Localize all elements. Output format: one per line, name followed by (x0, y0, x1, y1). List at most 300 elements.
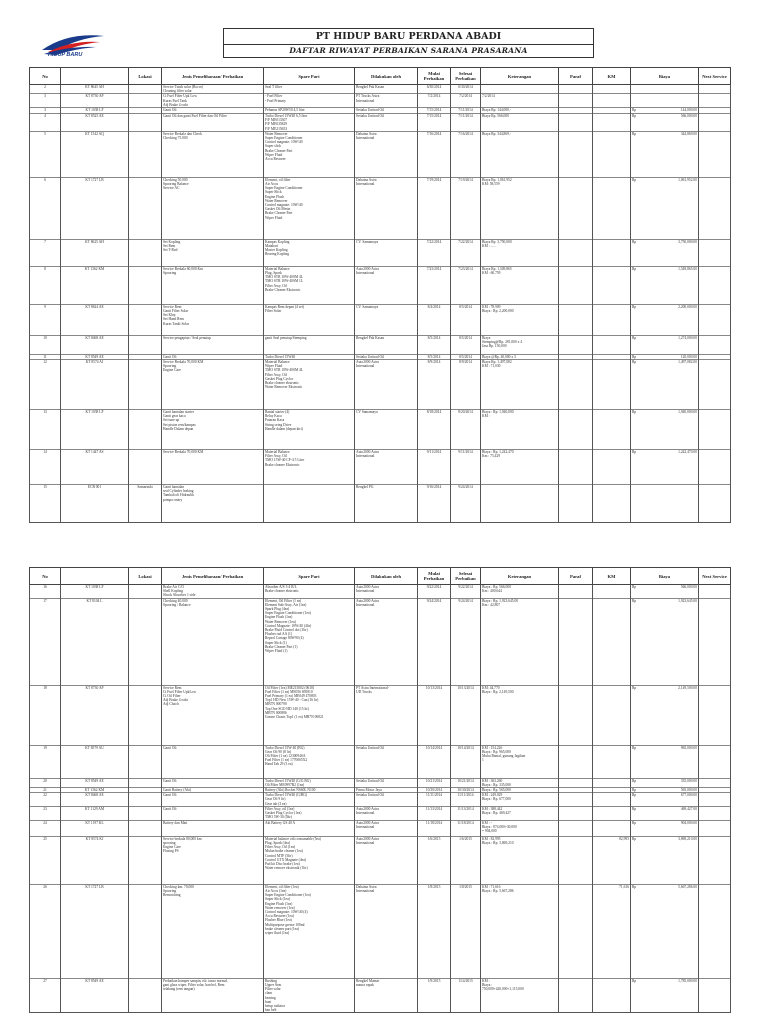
cell-biaya (631, 598, 699, 685)
cell-ket: Biaya Rp. 344,869,- (481, 131, 559, 177)
table-row (30, 836, 731, 884)
cell-paraf (559, 335, 593, 354)
cell-oleh: Dahaina Astra International (355, 131, 418, 177)
currency-label: Rp (632, 354, 637, 359)
cell-oleh: Auto2000 Astra International (355, 360, 418, 410)
cell-lokasi (129, 304, 162, 335)
cell-unit: KT 1447 AS (61, 450, 129, 485)
cell-unit: KT 1362 KM (61, 266, 129, 304)
cost-amount: 469,427.00 (680, 806, 697, 811)
cell-oleh: CV Samamaya (355, 410, 418, 450)
table-row (30, 410, 731, 450)
table-row (30, 820, 731, 836)
cell-unit: KT 8549 AE (61, 354, 129, 359)
cell-mulai: 7/2/2014 (418, 94, 451, 108)
cell-selesai: 10/30/2014 (451, 788, 481, 793)
currency-label: Rp (632, 978, 637, 983)
cell-paraf (559, 177, 593, 239)
cell-next (699, 85, 731, 94)
table-header-row (30, 68, 731, 85)
cell-ket: KM : 249,029 Biaya : Rp. 677,000 (481, 793, 559, 807)
currency-label: Rp (632, 108, 637, 113)
cell-mulai: 11/11/2014 (418, 793, 451, 807)
cell-mulai: 8/4/2014 (418, 304, 451, 335)
cell-km (593, 585, 631, 599)
currency-label: Rp (632, 745, 637, 750)
cell-oleh: Bengkel PG (355, 485, 418, 523)
cell-selesai: 7/22/2014 (451, 239, 481, 266)
cell-selesai: 7/23/2014 (451, 266, 481, 304)
cell-next (699, 836, 731, 884)
cost-amount: 566,000.00 (680, 585, 697, 589)
cost-amount: 1,785,000.00 (678, 978, 697, 983)
cell-paraf (559, 85, 593, 94)
cell-jenis: Ganti Oli (162, 108, 264, 114)
table-row (30, 85, 731, 94)
cell-lokasi (129, 177, 162, 239)
cell-lokasi (129, 131, 162, 177)
cost-amount: 1,940,000.00 (678, 410, 697, 415)
cell-jenis: Service berkala 80,000 km spooring Engine Care Flusing PS (162, 836, 264, 884)
cell-spare: Bantal starter (4) Relay Kaca Putaran Kaca String oring Drive Handle dalam (depan kiri) (264, 410, 355, 450)
cost-amount: 1,274,000.00 (678, 335, 697, 340)
cell-next (699, 778, 731, 787)
cell-selesai: 7/11/2014 (451, 114, 481, 132)
currency-label: Rp (632, 266, 637, 271)
cell-lokasi (129, 806, 162, 820)
cost-amount: 965,000.00 (680, 745, 697, 750)
cell-jenis: Ganti Battery (Aki) (162, 788, 264, 793)
cell-paraf (559, 978, 593, 1013)
currency-label: Rp (632, 836, 637, 841)
cell-no: 18 (30, 685, 61, 745)
cell-biaya (631, 335, 699, 354)
cell-lokasi (129, 85, 162, 94)
cell-spare: Water Remover Super Engine Conditioner Control magnate: 10W/40 Super slick Brake Cleaner Part Wiper Fluid Accu Restorer (264, 131, 355, 177)
cell-ket: Biaya : Rp. 566,000 Km : 400,644 (481, 585, 559, 599)
cell-ket: Biaya Stemping@Rp. 281,000 x 4 Jasa Rp. 150,000 (481, 335, 559, 354)
cell-spare: Seal T filter (264, 85, 355, 94)
cell-spare: Material Balance Wiper Fluid TMO STR 10W-40SM 4L Filter Assy, Oil Gasket Plug Cyclor Brake cleaner ekstronic Water Remover Ekstronic (264, 360, 355, 410)
cell-km (593, 410, 631, 450)
cell-mulai: 11/13/2014 (418, 806, 451, 820)
cell-km (593, 806, 631, 820)
cell-jenis: Service Berkala dan Check Checking 75.000 (162, 131, 264, 177)
cell-spare: Turbo Diesel 15W40 (264, 354, 355, 359)
cell-next (699, 335, 731, 354)
col-paraf: Paraf (559, 68, 593, 85)
cell-paraf (559, 360, 593, 410)
table-row (30, 239, 731, 266)
currency-label: Rp (632, 598, 637, 603)
table-row (30, 778, 731, 787)
cell-paraf (559, 884, 593, 978)
cell-biaya (631, 114, 699, 132)
cell-paraf (559, 450, 593, 485)
cell-next (699, 450, 731, 485)
cell-no: 9 (30, 304, 61, 335)
cost-amount: 1,242,470.00 (678, 450, 697, 455)
cell-paraf (559, 685, 593, 745)
cell-km (593, 131, 631, 177)
cell-next (699, 410, 731, 450)
cell-km (593, 85, 631, 94)
cell-jenis: Ct Fuel Filter Upk Low Kuras Fuel Tank Adj Brake 4 roda (162, 94, 264, 108)
cost-amount: 904,000.00 (680, 820, 697, 825)
cell-no: 21 (30, 788, 61, 793)
cell-km: 71,616 (593, 884, 631, 978)
document-subtitle: DAFTAR RIWAYAT PERBAIKAN SARANA PRASARANA (223, 44, 594, 58)
cell-jenis: Ganti Oli (162, 806, 264, 820)
cell-no: 3 (30, 94, 61, 108)
cell-jenis: Ganti bantalan starter Ganti gear kaca Set tune up Set piston rem/kampas Handle Dalam depan (162, 410, 264, 450)
cell-no: 23 (30, 806, 61, 820)
cell-lokasi (129, 884, 162, 978)
cell-biaya (631, 304, 699, 335)
cell-mulai: 10/21/2014 (418, 778, 451, 787)
cost-amount: 565,000.00 (680, 788, 697, 793)
cell-unit: KT 8579 AU (61, 745, 129, 778)
cell-km (593, 978, 631, 1013)
cell-spare: Oil Filter (1ea) ME215002 (0610) Fuel Filter (1 ea) ME056 695810 Fuel Primary (1 ea) ME049 470803 Top1 HD New 15W-40 - Can (16 ltr) MB7N 000790 Top One SGO HD 140 (15 ltr) MB7N 000886 Grease Chasis Top1 (1 ea) MB7N 00821 (264, 685, 355, 745)
cell-biaya (631, 131, 699, 177)
cell-spare: Element, oil filter Air Accu Super Engine Conditioner Super Slick Engine Flush Water Remover Control magnate: 10W/40 Gasket Oli Mesin Brake Cleaner Part Wiper Fluid (264, 177, 355, 239)
cell-paraf (559, 410, 593, 450)
table-row (30, 598, 731, 685)
cell-km (593, 598, 631, 685)
cell-unit: KT 8104 L (61, 598, 129, 685)
cell-km (593, 114, 631, 132)
cell-oleh: Auto2000 Astra International (355, 450, 418, 485)
table-row (30, 94, 731, 108)
cell-spare: - Fuel Filter - Fuel Primary (264, 94, 355, 108)
col-unit (61, 68, 129, 85)
cell-ket: Biaya Rp. 1,061,952 KM: 58,559 (481, 177, 559, 239)
cell-next (699, 598, 731, 685)
cell-no: 6 (30, 177, 61, 239)
cell-next (699, 239, 731, 266)
cell-no: 4 (30, 114, 61, 132)
cell-next (699, 131, 731, 177)
table-row (30, 131, 731, 177)
cell-lokasi (129, 94, 162, 108)
cell-no: 8 (30, 266, 61, 304)
cost-amount: 120,000.00 (680, 354, 697, 359)
cell-oleh: Auto2000 Astra International (355, 806, 418, 820)
cell-mulai: 7/16/2014 (418, 131, 451, 177)
cell-biaya (631, 410, 699, 450)
cell-ket: Biaya : Rp. 1,940,000 KM : (481, 410, 559, 450)
table-row (30, 114, 731, 132)
col-lokasi: Lokasi (129, 68, 162, 85)
cell-next (699, 820, 731, 836)
cell-no: 20 (30, 778, 61, 787)
cell-no: 27 (30, 978, 61, 1013)
currency-label: Rp (632, 450, 637, 455)
cell-ket: Biaya @Rp. 40,000 x 3 (481, 354, 559, 359)
table-header-row (30, 568, 731, 585)
cell-mulai: 11/18/2014 (418, 820, 451, 836)
table-row (30, 450, 731, 485)
cell-no: 24 (30, 820, 61, 836)
cell-oleh: Dahaina Astra International (355, 884, 418, 978)
cell-mulai: 8/9/2014 (418, 360, 451, 410)
cell-mulai: 7/15/2014 (418, 114, 451, 132)
cell-ket: Biaya Rp. 1,497,082 KM : 71,030 (481, 360, 559, 410)
cell-selesai: 11/18/2014 (451, 820, 481, 836)
cell-unit: ECB 001 (61, 485, 129, 523)
cell-jenis: Service Berkala 70,000 KM (162, 450, 264, 485)
cell-no: 11 (30, 354, 61, 359)
cell-lokasi (129, 410, 162, 450)
cell-unit: KT 8549 AE (61, 978, 129, 1013)
cell-selesai: 9/24/2014 (451, 485, 481, 523)
col-spare: Spare Part (264, 568, 355, 585)
company-title: PT HIDUP BARU PERDANA ABADI (223, 28, 594, 45)
cell-mulai: 6/30/2014 (418, 85, 451, 94)
cell-ket: KM : 154,226 Biaya : Rp. 965,000 Mulai Bantal, gunung Jagihan 1 (481, 745, 559, 778)
col-oleh: Dilakukan oleh (355, 568, 418, 585)
cell-lokasi (129, 820, 162, 836)
cell-selesai: 9/22/2014 (451, 585, 481, 599)
cell-next (699, 304, 731, 335)
table-row (30, 360, 731, 410)
cell-ket: Biaya Rp. 566,000 (481, 114, 559, 132)
cell-oleh: Setiaku Unitrad Oil (355, 745, 418, 778)
col-next: Next Service (699, 568, 731, 585)
col-biaya: Biaya (631, 568, 699, 585)
currency-label: Rp (632, 788, 637, 793)
cell-unit: KT 8624 AE (61, 304, 129, 335)
cell-ket: KM : Biaya : 750,000+420,000+1,115,000 (481, 978, 559, 1013)
currency-label: Rp (632, 131, 637, 136)
cell-ket: KM : 388,442 Biaya : Rp. 469,427 (481, 806, 559, 820)
cell-selesai: 8/20/2014 (451, 410, 481, 450)
table-row (30, 745, 731, 778)
col-km: KM (593, 568, 631, 585)
cost-amount: 1,061,952.00 (678, 177, 697, 182)
cell-oleh: Bengkel Pak Kasan (355, 85, 418, 94)
cell-spare: Pelumas SP20W50 4,5 liter (264, 108, 355, 114)
cell-selesai: 1/6/2015 (451, 836, 481, 884)
table-row (30, 585, 731, 599)
cell-lokasi (129, 793, 162, 807)
col-ket: Keterangan (481, 568, 559, 585)
cell-km (593, 485, 631, 523)
cell-spare: Material Balance Filter Assy, Oil TMO 15W-40 CF-4 5 Liter Brake cleaner Ekstronic (264, 450, 355, 485)
col-next: Next Service (699, 68, 731, 85)
cell-no: 16 (30, 585, 61, 599)
col-lokasi: Lokasi (129, 568, 162, 585)
cell-km (593, 177, 631, 239)
currency-label: Rp (632, 685, 637, 690)
cell-jenis: Service pengapian / Seal penutup (162, 335, 264, 354)
cell-unit: KT 1129 AM (61, 806, 129, 820)
cell-unit: KT 1542 AQ (61, 131, 129, 177)
cell-oleh: Setiaku Unitrad Oil (355, 354, 418, 359)
cell-km (593, 450, 631, 485)
cell-spare: ganti Seal penutup/Stemping (264, 335, 355, 354)
cost-amount: 566,000.00 (680, 114, 697, 119)
cell-lokasi (129, 585, 162, 599)
table-row (30, 266, 731, 304)
currency-label: Rp (632, 360, 637, 365)
col-km: KM (593, 68, 631, 85)
cell-selesai: 9/24/2014 (451, 598, 481, 685)
cell-ket: Biaya Rp. 144,000,- (481, 108, 559, 114)
col-no: No (30, 68, 61, 85)
cell-mulai: 9/22/2014 (418, 585, 451, 599)
cell-jenis: Ganti Oli dan ganti Fuel Filter dan Oil Filter (162, 114, 264, 132)
cell-paraf (559, 793, 593, 807)
cell-jenis: Perbaikan bumper sampin, rtlr. tanso normal, gant glass wiper, Filter solar, ban bel, Rem telakang (rem tangan) (162, 978, 264, 1013)
cell-mulai: 9/11/2014 (418, 450, 451, 485)
cell-no: 26 (30, 884, 61, 978)
cell-km (593, 335, 631, 354)
cell-selesai: 8/5/2014 (451, 304, 481, 335)
col-selesai: Selesai Perbaikan (451, 68, 481, 85)
cell-next (699, 978, 731, 1013)
cell-next (699, 114, 731, 132)
cell-next (699, 884, 731, 978)
cell-selesai: 9/11/2014 (451, 450, 481, 485)
cell-paraf (559, 114, 593, 132)
cell-unit: KT 8525 AE (61, 114, 129, 132)
currency-label: Rp (632, 177, 637, 182)
cell-unit: KT 1197 KL (61, 820, 129, 836)
logo-text: HIDUP BARU (48, 52, 83, 58)
table-row (30, 884, 731, 978)
cell-oleh: Auto2000 Astra International (355, 598, 418, 685)
cost-amount: 335,000.00 (680, 778, 697, 783)
col-mulai: Mulai Perbaikan (418, 68, 451, 85)
cell-ket: Biaya Rp. 3,750,000 KM : ...... (481, 239, 559, 266)
cell-selesai: 6/30/2014 (451, 85, 481, 94)
cell-lokasi: Samarinda (129, 485, 162, 523)
cell-biaya (631, 884, 699, 978)
cost-amount: 2,200,000.00 (678, 304, 697, 309)
cell-spare: Element, oil filter (1ea) Air Accu (1ea) Super Engine Conditioner (1ea) Super Slick (1ea) Engine Flush (1ea) Water remover (1ea) Control magnate: 10W/40 (4) Accu Restorer (1ea) Flusher Blue (1ea) Multipurpose grease 100ml brake cleaner part (1ea) wiper fluid (1ea) (264, 884, 355, 978)
cell-oleh: CV. Samamaya (355, 239, 418, 266)
cell-paraf (559, 485, 593, 523)
cell-jenis: Service Rem Ganti Filter Solar Set Klep Set Hand Rem Kuras Tanki Solar (162, 304, 264, 335)
cell-km (593, 360, 631, 410)
col-jenis: Jenis Pemeliharaan/ Perbaikan (162, 568, 264, 585)
cell-mulai: 10/14/2014 (418, 745, 451, 778)
cell-next (699, 685, 731, 745)
cell-oleh: CV. Samamaya (355, 304, 418, 335)
cell-biaya (631, 778, 699, 787)
cell-biaya (631, 94, 699, 108)
cell-paraf (559, 836, 593, 884)
cell-next (699, 177, 731, 239)
cell-km (593, 94, 631, 108)
cost-amount: 2,149,500.00 (678, 685, 697, 690)
cell-mulai: 10/13/2014 (418, 685, 451, 745)
cell-oleh: Bengkel Mamar maura rapak (355, 978, 418, 1013)
cell-selesai: 1/8/2015 (451, 884, 481, 978)
col-ket: Keterangan (481, 68, 559, 85)
cell-oleh: Setiaku Unitrad Oil (355, 114, 418, 132)
cell-ket: KM : - Biaya : 874,000+30,000 = 904,000 (481, 820, 559, 836)
col-selesai: Selesai Perbaikan (451, 568, 481, 585)
cell-unit: KT 8574 KJ (61, 836, 129, 884)
table-row (30, 485, 731, 523)
col-paraf: Paraf (559, 568, 593, 585)
cell-mulai: 8/5/2014 (418, 335, 451, 354)
cell-km (593, 745, 631, 778)
cost-amount: 344,869.00 (680, 131, 697, 136)
cell-oleh: Setiaku Unitrad Oil (355, 778, 418, 787)
cell-jenis: Ganti Oli (162, 778, 264, 787)
cell-paraf (559, 131, 593, 177)
col-unit (61, 568, 129, 585)
currency-label: Rp (632, 793, 637, 798)
cell-ket: KM : 363,260 Biaya : Rp. 335,000 (481, 778, 559, 787)
cell-ket: KM : 78,909 Biaya : Rp. 2,200,000 (481, 304, 559, 335)
cell-spare: Turbo Diesel 15W40 (G/G BG) Oli Filter ME0997B2 (1ea) (264, 778, 355, 787)
cell-jenis: Brake Air C/O Shell Kopling Shock Absorber 1 side (162, 585, 264, 599)
cell-km (593, 304, 631, 335)
cell-ket: Biaya Rp. 1,549,865 KM : 60,759 (481, 266, 559, 304)
cell-ket: KM: 44,770 Biaya : Rp. 2,149,500 (481, 685, 559, 745)
cell-unit: KT 8730 AP (61, 685, 129, 745)
cell-spare: Material balance oth consumable (5ea) Plug, Spark (4ea) Filter Assy, Oil (1ea) Mulan brake cleaner (1ea) Control MTF (5ltr) Control GTX Magnate (4ea) Pad kit Disc brake (1ea) Water remove ekstronik (1ltr) (264, 836, 355, 884)
currency-label: Rp (632, 806, 637, 811)
cell-ket: KM : 71,616 Biaya : Rp. 5,667,286 (481, 884, 559, 978)
cell-next (699, 485, 731, 523)
cell-ket: Biaya : Rp. 565,000 (481, 788, 559, 793)
col-jenis: Jenis Pemeliharaan/ Perbaikan (162, 68, 264, 85)
cell-mulai: 8/5/2014 (418, 354, 451, 359)
cell-spare: Turbo Diesel 15W-40 (BG) Gear Oli 90 (8 ltr) Oli Filter (1 ea) 1230094SA Fuel Filter (1 ea) 1770065X2 Hand Tab 29 (3 ea) (264, 745, 355, 778)
currency-label: Rp (632, 335, 637, 340)
currency-label: Rp (632, 410, 637, 415)
cell-spare: Battery (Aki) Rocket NS60L N100 (264, 788, 355, 793)
col-biaya: Biaya (631, 68, 699, 85)
cost-amount: 144,000.00 (680, 108, 697, 113)
table-row (30, 685, 731, 745)
cell-unit: KT 8468 AE (61, 335, 129, 354)
cell-unit: KT 8468 AE (61, 793, 129, 807)
cell-selesai: 11/13/2014 (451, 806, 481, 820)
cell-lokasi (129, 685, 162, 745)
cell-mulai: 10/30/2014 (418, 788, 451, 793)
table-row (30, 177, 731, 239)
cell-unit: KT 1038 LF (61, 410, 129, 450)
cell-lokasi (129, 266, 162, 304)
cell-selesai: 7/2/2014 (451, 94, 481, 108)
cost-amount: 3,869,210.00 (678, 836, 697, 841)
cell-no: 25 (30, 836, 61, 884)
cell-lokasi (129, 778, 162, 787)
cell-spare (264, 485, 355, 523)
cell-biaya (631, 85, 699, 94)
cell-mulai: 1/6/2015 (418, 836, 451, 884)
cell-oleh: PT Astra International- UD Trucks (355, 685, 418, 745)
cell-spare: Bushing Upper Arm Filter solar clam bearing buat betup radiator ban belt (264, 978, 355, 1013)
cell-ket (481, 85, 559, 94)
cell-paraf (559, 806, 593, 820)
cell-km (593, 239, 631, 266)
cell-ket: Biaya : Rp. 1,242,470 Km : 75,429 (481, 450, 559, 485)
cell-lokasi (129, 598, 162, 685)
cost-amount: 1,497,082.00 (678, 360, 697, 365)
cell-jenis: Service Rem Ct Fuel Filter UpkLow Ct Oil Filter Adj Brake 4 roda Adj Clutch (162, 685, 264, 745)
cell-paraf (559, 778, 593, 787)
cell-spare: Material Balance Plug, Spark TMO STR 10W-40SM 4L TMO STR 10W-40SM 1L Filter Assy, Oil Brake Cleaner Ekstronic (264, 266, 355, 304)
cell-selesai: 1/14/2015 (451, 978, 481, 1013)
